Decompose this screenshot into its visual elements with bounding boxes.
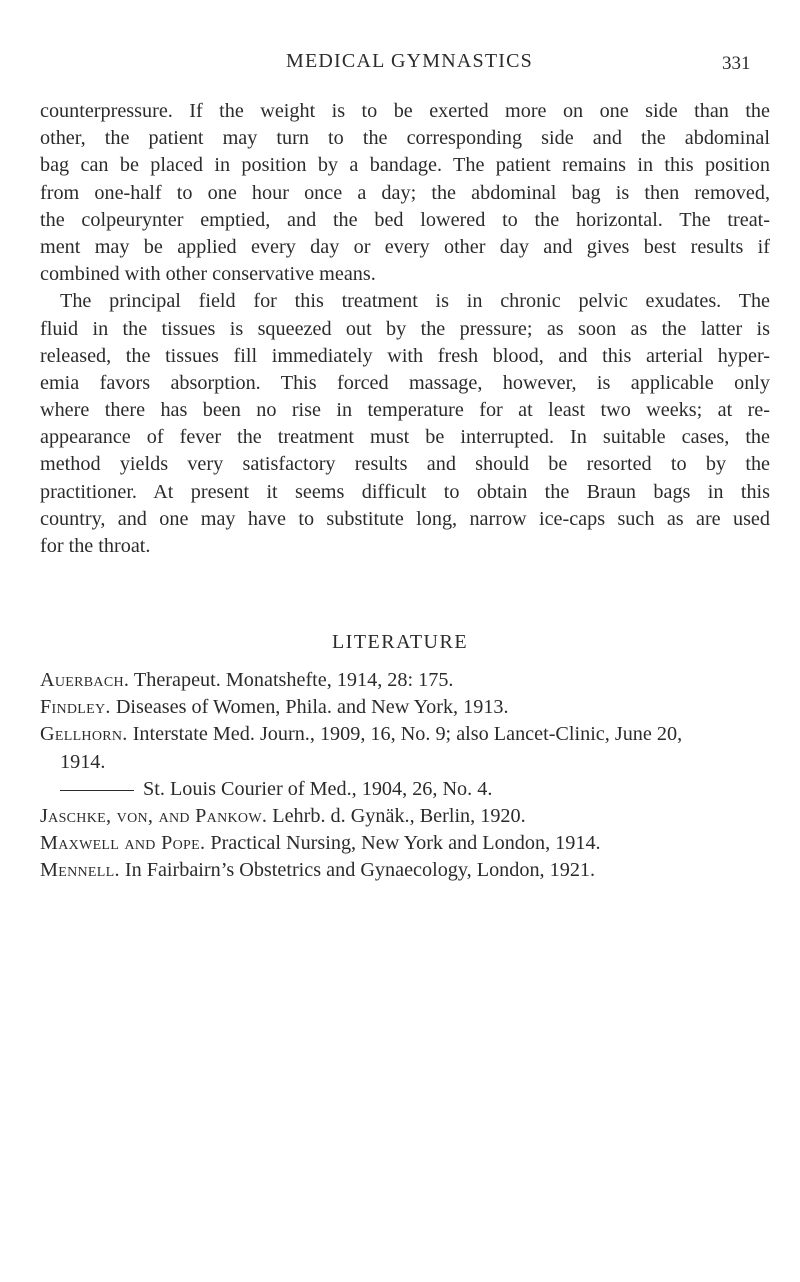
reference-item <box>40 857 780 884</box>
reference-author: Jaschke, von, and Pankow. <box>40 805 268 828</box>
reference-item <box>40 694 780 721</box>
reference-text: Diseases of Women, Phila. and New York, 1913. <box>115 696 509 719</box>
text-line: combined with other conservative means. <box>40 263 376 286</box>
reference-author: Mennell. <box>40 859 120 882</box>
reference-text: 1914. <box>60 750 106 773</box>
text-line: bag can be placed in position by a bandage. The patient remains in this position <box>40 154 770 177</box>
reference-item <box>40 776 780 803</box>
text-line: counterpressure. If the weight is to be exerted more on one side than the <box>40 100 770 122</box>
text-line: practitioner. At present it seems difficult to obtain the Braun bags in this <box>40 480 770 503</box>
reference-author: Gellhorn. <box>40 723 128 746</box>
paragraph-continuation <box>40 98 770 288</box>
reference-text: Lehrb. d. Gynäk., Berlin, 1920. <box>272 805 526 828</box>
reference-text: Therapeut. Monatshefte, 1914, 28: 175. <box>133 669 454 691</box>
text-line: method yields very satisfactory results and should be resorted to by the <box>40 453 770 476</box>
text-line: other, the patient may turn to the corresponding side and the abdominal <box>40 127 770 150</box>
text-line: from one-half to one hour once a day; the abdominal bag is then removed, <box>40 181 770 204</box>
reference-text: Interstate Med. Journ., 1909, 16, No. 9; also Lancet-Clinic, June 20, <box>132 723 683 746</box>
body-text <box>40 98 770 560</box>
reference-author: Findley. <box>40 696 111 719</box>
reference-text: In Fairbairn’s Obstetrics and Gynaecology, London, 1921. <box>124 859 596 882</box>
reference-author: Maxwell and Pope. <box>40 832 206 855</box>
text-line: appearance of fever the treatment must be interrupted. In suitable cases, the <box>40 426 770 449</box>
text-line: country, and one may have to substitute long, narrow ice-caps such as are used <box>40 507 770 530</box>
text-line: released, the tissues fill immediately with fresh blood, and this arterial hyper- <box>40 344 770 367</box>
running-title: MEDICAL GYMNASTICS <box>286 50 533 72</box>
paragraph-principal-field <box>40 288 770 560</box>
reference-author: Auerbach. <box>40 669 130 691</box>
running-head <box>0 50 800 80</box>
reference-continuation <box>40 749 780 776</box>
text-line: for the throat. <box>40 535 151 557</box>
literature-list <box>40 667 780 885</box>
reference-item <box>40 803 780 830</box>
page-number: 331 <box>722 53 751 74</box>
ditto-rule <box>60 790 134 791</box>
reference-item <box>40 721 780 748</box>
text-line: the colpeurynter emptied, and the bed lowered to the horizontal. The treat- <box>40 208 770 231</box>
reference-item <box>40 830 780 857</box>
text-line: where there has been no rise in temperature for at least two weeks; at re- <box>40 399 770 422</box>
reference-text: St. Louis Courier of Med., 1904, 26, No. 4. <box>143 777 493 800</box>
literature-heading: LITERATURE <box>331 631 469 653</box>
text-line: fluid in the tissues is squeezed out by the pressure; as soon as the latter is <box>40 317 770 340</box>
text-line: emia favors absorption. This forced massage, however, is applicable only <box>40 371 770 394</box>
reference-text: Practical Nursing, New York and London, 1914. <box>210 832 601 855</box>
text-line: ment may be applied every day or every other day and gives best results if <box>40 235 770 258</box>
text-line: The principal field for this treatment is in chronic pelvic exudates. The <box>60 290 770 313</box>
reference-item <box>40 667 780 694</box>
